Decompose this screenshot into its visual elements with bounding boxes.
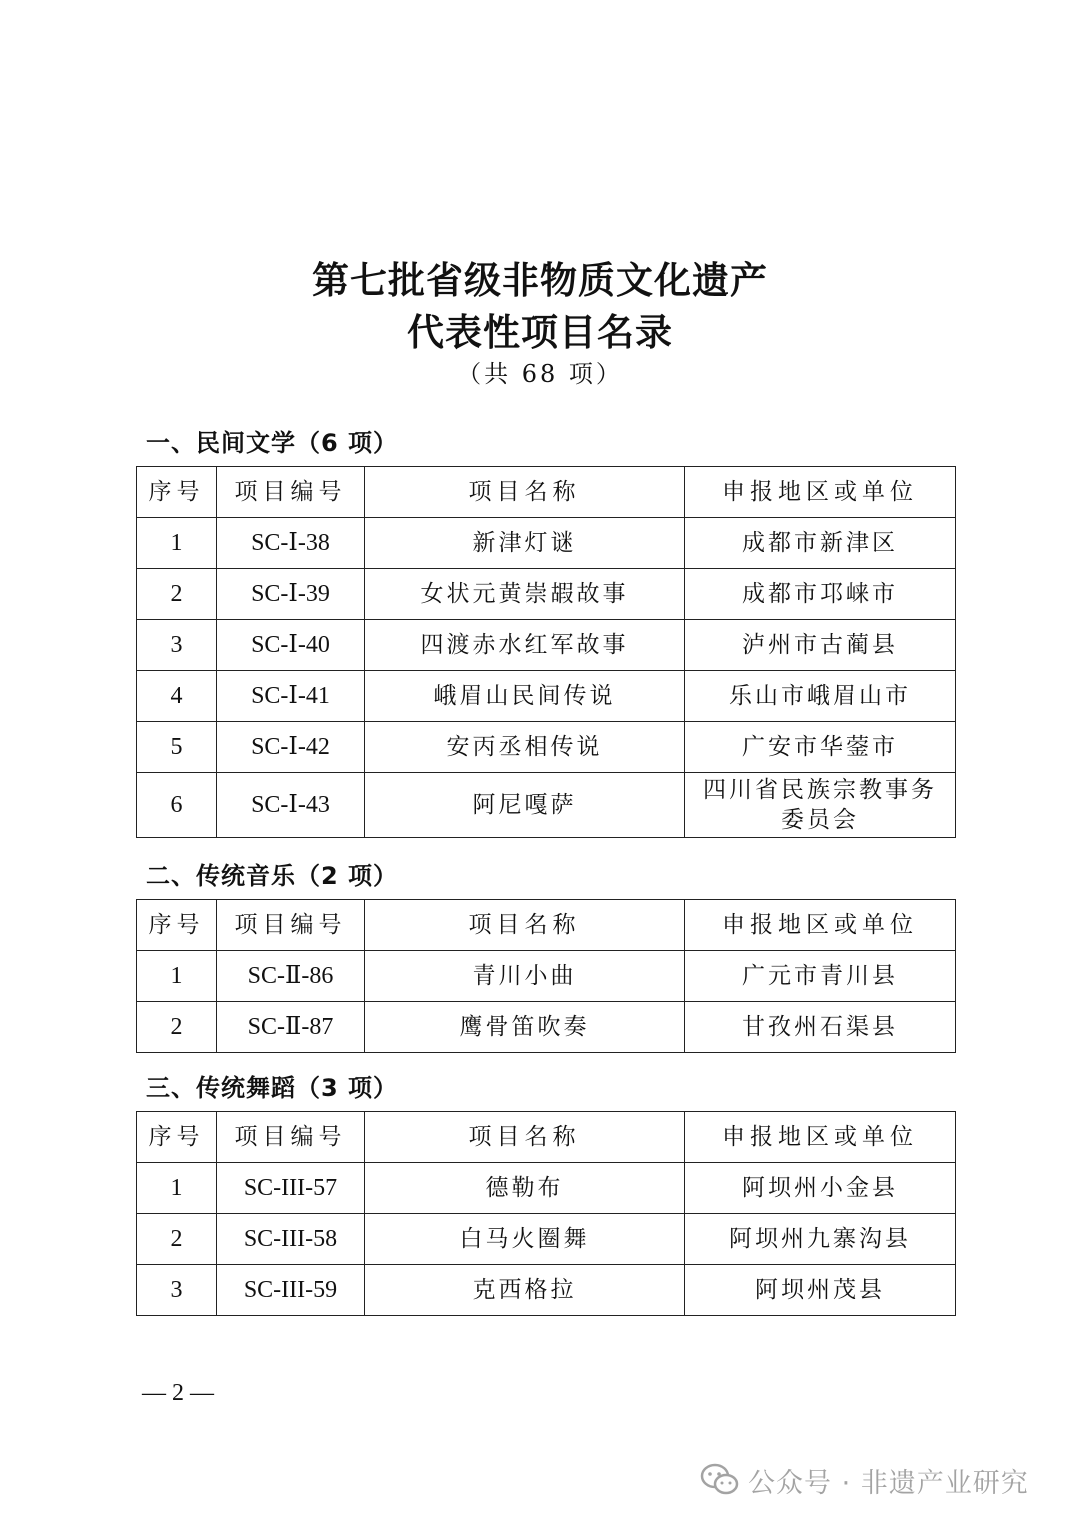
section-heading-traditional-dance: 三、传统舞蹈（3 项）	[146, 1074, 399, 1102]
cell-region: 成都市邛崃市	[685, 569, 956, 620]
watermark-text: 公众号 · 非遗产业研究	[748, 1467, 1029, 1499]
cell-code: SC-Ⅰ-38	[217, 518, 365, 569]
table-row	[137, 671, 956, 722]
header-code: 项目编号	[217, 900, 365, 951]
cell-seq: 4	[137, 671, 217, 722]
table-row	[137, 1265, 956, 1316]
cell-name: 安丙丞相传说	[365, 722, 685, 773]
table-row	[137, 1214, 956, 1265]
header-seq: 序号	[137, 900, 217, 951]
section-heading-folk-literature: 一、民间文学（6 项）	[146, 429, 399, 457]
folk-literature-table	[136, 466, 956, 838]
cell-name: 青川小曲	[365, 951, 685, 1002]
cell-code: SC-Ⅰ-39	[217, 569, 365, 620]
table-header-row	[137, 467, 956, 518]
table-row	[137, 1163, 956, 1214]
cell-seq: 2	[137, 1002, 217, 1053]
document-subtitle: （共 68 项）	[457, 360, 623, 388]
cell-region: 阿坝州茂县	[685, 1265, 956, 1316]
header-region: 申报地区或单位	[685, 1112, 956, 1163]
page-number: — 2 —	[142, 1380, 214, 1406]
cell-code: SC-Ⅱ-87	[217, 1002, 365, 1053]
cell-region: 四川省民族宗教事务委员会	[685, 773, 956, 838]
cell-code: SC-Ⅰ-40	[217, 620, 365, 671]
cell-name: 阿尼嘎萨	[365, 773, 685, 838]
table-header-row	[137, 900, 956, 951]
cell-seq: 2	[137, 569, 217, 620]
cell-region: 泸州市古蔺县	[685, 620, 956, 671]
table-row	[137, 951, 956, 1002]
header-seq: 序号	[137, 1112, 217, 1163]
cell-region: 阿坝州小金县	[685, 1163, 956, 1214]
cell-region: 甘孜州石渠县	[685, 1002, 956, 1053]
cell-seq: 6	[137, 773, 217, 838]
table-header-row	[137, 1112, 956, 1163]
cell-seq: 5	[137, 722, 217, 773]
cell-name: 白马火圈舞	[365, 1214, 685, 1265]
cell-name: 鹰骨笛吹奏	[365, 1002, 685, 1053]
cell-code: SC-Ⅱ-86	[217, 951, 365, 1002]
table-row	[137, 1002, 956, 1053]
traditional-music-table	[136, 899, 956, 1053]
table-row	[137, 722, 956, 773]
cell-region: 成都市新津区	[685, 518, 956, 569]
header-code: 项目编号	[217, 1112, 365, 1163]
table-row	[137, 773, 956, 838]
cell-name: 女状元黄崇嘏故事	[365, 569, 685, 620]
cell-region: 乐山市峨眉山市	[685, 671, 956, 722]
cell-region: 阿坝州九寨沟县	[685, 1214, 956, 1265]
header-name: 项目名称	[365, 1112, 685, 1163]
cell-seq: 2	[137, 1214, 217, 1265]
cell-seq: 3	[137, 1265, 217, 1316]
cell-seq: 1	[137, 951, 217, 1002]
table-row	[137, 569, 956, 620]
cell-region: 广元市青川县	[685, 951, 956, 1002]
document-title-line1: 第七批省级非物质文化遗产	[312, 259, 768, 302]
header-seq: 序号	[137, 467, 217, 518]
traditional-dance-table	[136, 1111, 956, 1316]
header-region: 申报地区或单位	[685, 467, 956, 518]
cell-seq: 1	[137, 518, 217, 569]
cell-name: 德勒布	[365, 1163, 685, 1214]
header-region: 申报地区或单位	[685, 900, 956, 951]
cell-name: 新津灯谜	[365, 518, 685, 569]
document-title-line2: 代表性项目名录	[407, 311, 673, 354]
cell-name: 四渡赤水红军故事	[365, 620, 685, 671]
wechat-watermark	[700, 1460, 1029, 1500]
cell-region: 广安市华蓥市	[685, 722, 956, 773]
cell-seq: 1	[137, 1163, 217, 1214]
cell-name: 克西格拉	[365, 1265, 685, 1316]
cell-seq: 3	[137, 620, 217, 671]
cell-name: 峨眉山民间传说	[365, 671, 685, 722]
table-row	[137, 518, 956, 569]
cell-code: SC-III-59	[217, 1265, 365, 1316]
cell-code: SC-Ⅰ-42	[217, 722, 365, 773]
header-name: 项目名称	[365, 467, 685, 518]
cell-code: SC-III-57	[217, 1163, 365, 1214]
section-heading-traditional-music: 二、传统音乐（2 项）	[146, 862, 399, 890]
table-row	[137, 620, 956, 671]
cell-code: SC-III-58	[217, 1214, 365, 1265]
header-name: 项目名称	[365, 900, 685, 951]
wechat-icon	[700, 1462, 740, 1498]
cell-code: SC-Ⅰ-43	[217, 773, 365, 838]
header-code: 项目编号	[217, 467, 365, 518]
cell-code: SC-Ⅰ-41	[217, 671, 365, 722]
